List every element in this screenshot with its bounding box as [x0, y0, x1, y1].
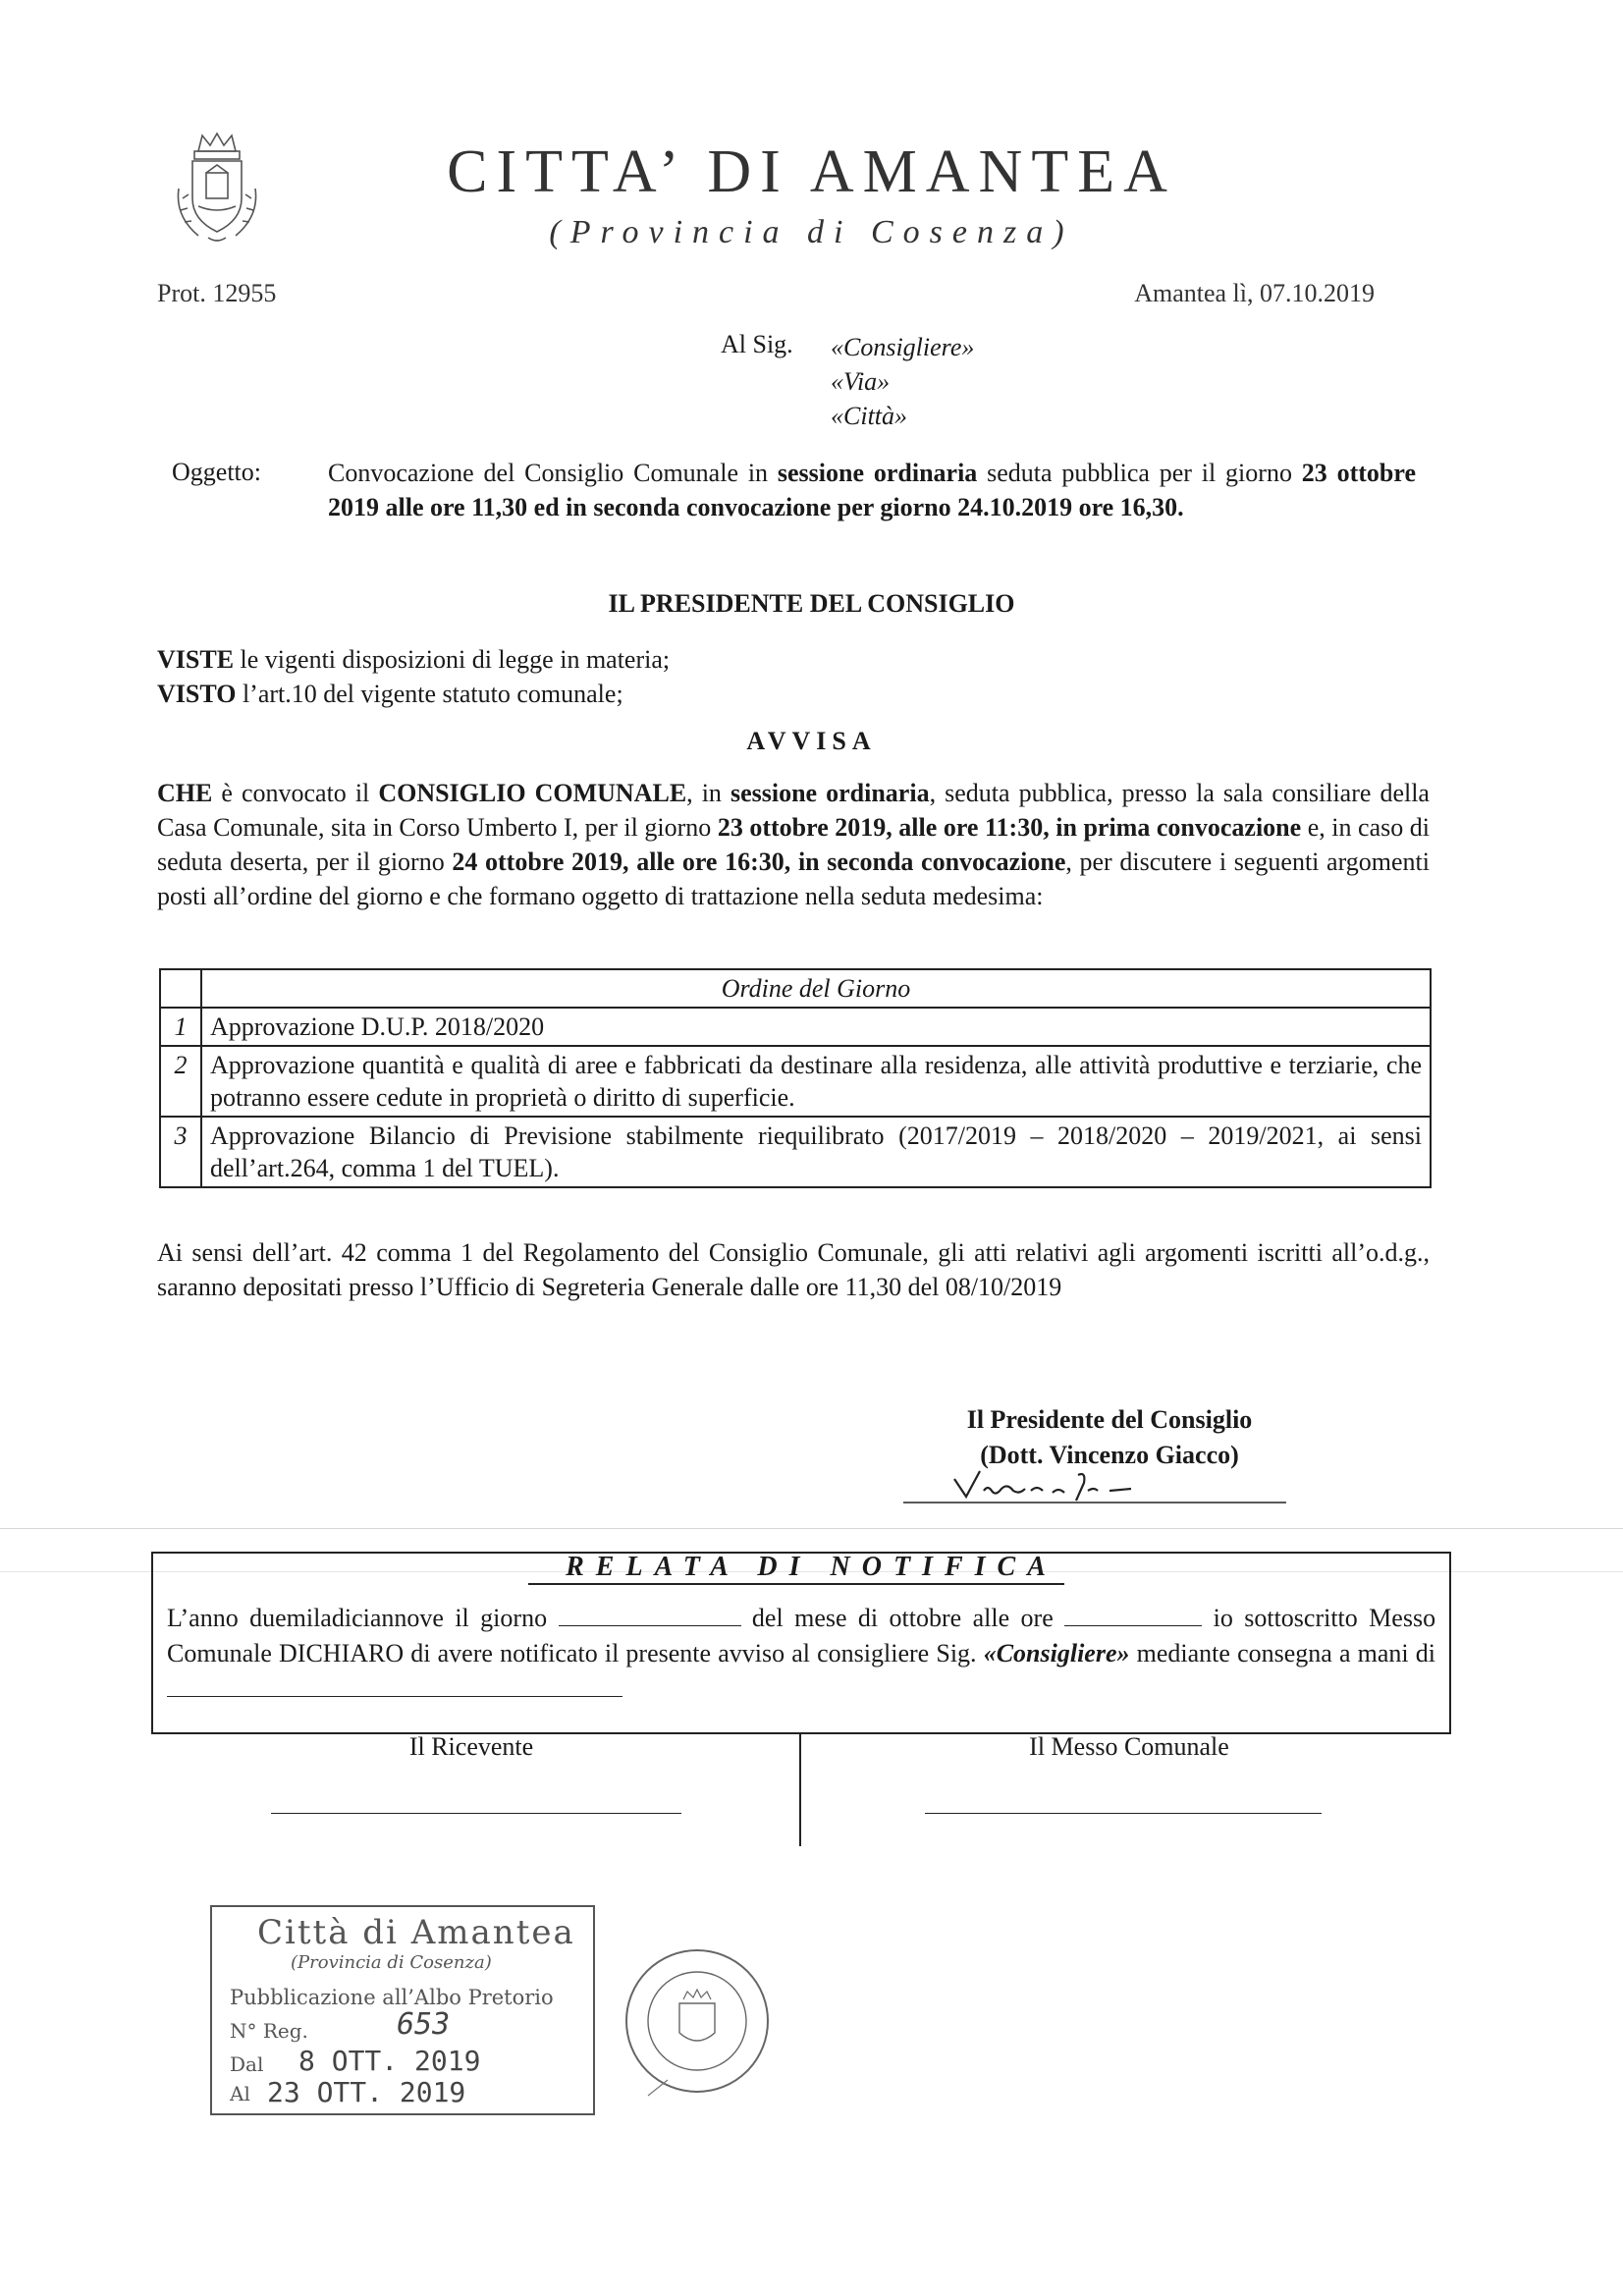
stamp-from-date: 8 OTT. 2019	[298, 2045, 481, 2077]
stamp-register-label: N° Reg.	[230, 2019, 308, 2043]
stamp-province: (Provincia di Cosenza)	[291, 1952, 492, 1973]
signature-divider	[799, 1732, 801, 1846]
subject-label: Oggetto:	[172, 458, 261, 486]
agenda-table	[159, 968, 1432, 1188]
subject-text	[328, 456, 1416, 524]
legal-ref-keyword: VISTO	[157, 680, 237, 708]
agenda-row	[160, 1046, 1431, 1117]
messenger-signature-label: Il Messo Comunale	[1029, 1732, 1229, 1761]
relata-text-part: mediante consegna a mani di	[1136, 1639, 1436, 1667]
handwritten-signature	[903, 1461, 1296, 1506]
notification-report-text	[167, 1601, 1435, 1707]
legal-reference-line	[157, 642, 670, 677]
agenda-item-number: 1	[160, 1008, 201, 1046]
agenda-item-text: Approvazione D.U.P. 2018/2020	[201, 1008, 1431, 1046]
stamp-from	[230, 2045, 481, 2077]
municipality-title: CITTA’ DI AMANTEA	[447, 138, 1176, 205]
avvisa-heading: AVVISA	[746, 727, 877, 755]
stamp-to	[230, 2076, 466, 2108]
hour-blank-field[interactable]	[1064, 1606, 1202, 1626]
agenda-header-row	[160, 969, 1431, 1008]
agenda-item-text: Approvazione quantità e qualità di aree e fabbricati da destinare alla residenza, alle attività produttive e terziarie, che potranno essere cedute in proprietà o diritto di superficie.	[201, 1046, 1431, 1117]
agenda-item-text: Approvazione Bilancio di Previsione stabilmente riequilibrato (2017/2019 – 2018/2020 – 2019/2021, ai sensi dell’art.264, comma 1 del TUEL).	[201, 1117, 1431, 1187]
body-text: , seduta pubblica, presso la sala consiliare della Casa Comunale, sita in Corso Umberto I, per il giorno	[157, 779, 1430, 842]
legal-ref-text: l’art.10 del vigente statuto comunale;	[236, 680, 623, 708]
recipient-line: «Consigliere»	[831, 333, 975, 361]
official-seal	[619, 1942, 776, 2100]
section-heading: IL PRESIDENTE DEL CONSIGLIO	[608, 589, 1015, 618]
agenda-header-num	[160, 969, 201, 1008]
relata-recipient-placeholder: «Consigliere»	[983, 1639, 1130, 1667]
relata-text-part: io sottoscritto Messo Comunale DICHIARO di avere notificato il presente avviso al consigliere Sig.	[167, 1604, 1436, 1667]
recipient-address	[831, 330, 974, 433]
subject-part-bold: 23 ottobre 2019 alle ore 11,30 ed in seconda convocazione per giorno 24.10.2019 ore 16,30.	[328, 459, 1417, 521]
body-bold: 24 ottobre 2019, alle ore 16:30, in seconda convocazione	[452, 847, 1066, 876]
protocol-number: Prot. 12955	[157, 279, 277, 307]
agenda-row	[160, 1117, 1431, 1187]
agenda-item-number: 3	[160, 1117, 201, 1187]
body-text: , per discutere i seguenti argomenti posti all’ordine del giorno e che formano oggetto di trattazione nella seduta medesima:	[157, 847, 1430, 910]
body-bold: CONSIGLIO COMUNALE	[378, 779, 687, 807]
recipient-label: Al Sig.	[721, 330, 793, 358]
notice-body	[157, 776, 1430, 913]
stamp-publication: Pubblicazione all’Albo Pretorio	[230, 1986, 554, 2009]
recipient-line: «Via»	[831, 367, 891, 396]
agenda-item-number: 2	[160, 1046, 201, 1117]
body-text: e, in caso di seduta deserta, per il giorno	[157, 813, 1430, 876]
recipient-signature-line[interactable]	[271, 1813, 681, 1814]
body-bold: CHE	[157, 779, 213, 807]
province-subtitle: (Provincia di Cosenza)	[549, 214, 1074, 250]
body-text: è convocato il	[212, 779, 379, 807]
legal-references	[157, 642, 670, 711]
legal-ref-keyword: VISTE	[157, 645, 235, 674]
stamp-register-number: 653	[397, 2007, 451, 2042]
stamp-to-label: Al	[230, 2082, 250, 2105]
signatory-name: (Dott. Vincenzo Giacco)	[980, 1441, 1239, 1469]
body-text: , in	[686, 779, 730, 807]
notification-report-title: RELATA DI NOTIFICA	[566, 1552, 1057, 1582]
scan-fold-line	[0, 1528, 1623, 1529]
legal-ref-text: le vigenti disposizioni di legge in materia;	[234, 645, 671, 674]
recipient-signature-label: Il Ricevente	[408, 1732, 534, 1761]
publication-stamp	[210, 1905, 595, 2115]
title-underline	[528, 1583, 1064, 1585]
day-blank-field[interactable]	[559, 1606, 741, 1626]
signatory-role: Il Presidente del Consiglio	[966, 1405, 1253, 1434]
agenda-row	[160, 1008, 1431, 1046]
subject-part: Convocazione del Consiglio Comunale in	[328, 459, 778, 487]
body-bold: sessione ordinaria	[730, 779, 930, 807]
stamp-city: Città di Amantea	[257, 1913, 575, 1952]
deposit-note: Ai sensi dell’art. 42 comma 1 del Regolamento del Consiglio Comunale, gli atti relativi agli argomenti iscritti all’o.d.g., saranno depositati presso l’Ufficio di Segreteria Generale dalle ore 11,30 del 08/10/2019	[157, 1238, 1430, 1301]
delivered-to-blank-field[interactable]	[167, 1676, 622, 1697]
subject-part-bold: sessione ordinaria	[777, 459, 978, 487]
body-bold: 23 ottobre 2019, alle ore 11:30, in prima convocazione	[717, 813, 1302, 842]
subject-part: seduta pubblica per il giorno	[977, 459, 1302, 487]
stamp-from-label: Dal	[230, 2052, 264, 2076]
recipient-line: «Città»	[831, 402, 908, 430]
relata-text-part: del mese di ottobre alle ore	[751, 1604, 1054, 1632]
relata-text-part: L’anno duemiladiciannove il giorno	[167, 1604, 548, 1632]
agenda-header: Ordine del Giorno	[201, 969, 1431, 1008]
stamp-register	[230, 2007, 451, 2043]
messenger-signature-line[interactable]	[925, 1813, 1322, 1814]
legal-reference-line	[157, 677, 670, 711]
stamp-to-date: 23 OTT. 2019	[267, 2076, 466, 2108]
place-date: Amantea lì, 07.10.2019	[1134, 279, 1375, 307]
